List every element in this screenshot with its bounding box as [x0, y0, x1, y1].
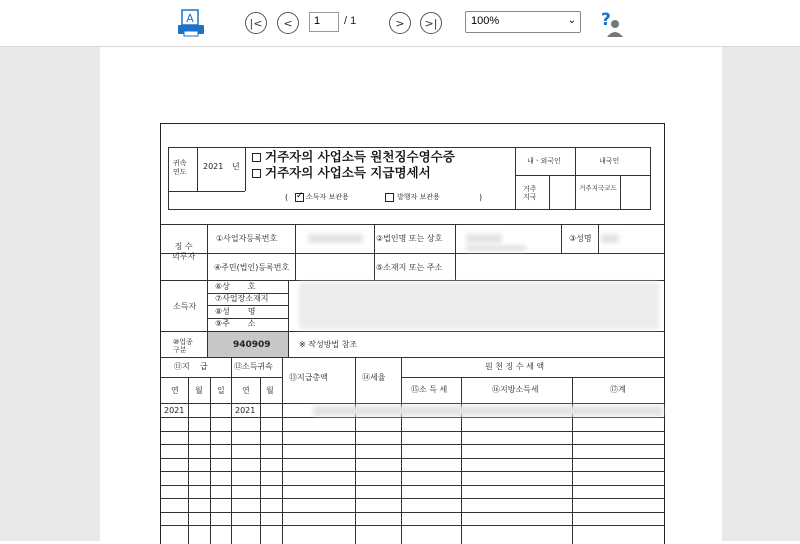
col-sum: ⑰계 [610, 385, 626, 394]
paren-close: ) [479, 193, 483, 202]
earner-label: 소득자 [173, 302, 197, 311]
paren-open: ( [285, 193, 289, 202]
col-pay: ⑪지 급 [174, 362, 208, 371]
col-rate: ⑭세율 [362, 373, 386, 382]
page-number-input[interactable]: 1 [309, 12, 339, 32]
chevron-down-icon: ⌄ [567, 15, 576, 26]
field-3-label: ③성명 [569, 234, 592, 243]
field-7-label: ⑦사업장소재지 [215, 294, 269, 303]
last-page-button[interactable] [420, 12, 442, 34]
h-year: 연 [171, 386, 179, 395]
tax-form [160, 123, 665, 544]
col-withholding: 원 천 징 수 세 액 [485, 362, 545, 371]
field-10-label: ⑩업종 구분 [173, 338, 193, 354]
document-page [100, 47, 722, 541]
next-page-label: > [395, 16, 405, 30]
residence-code-label: 거주지국코드 [579, 184, 617, 192]
first-page-button[interactable] [245, 12, 267, 34]
resident-native-value: 내국인 [599, 157, 620, 165]
h-month-2: 월 [266, 386, 274, 395]
field-5-label: ⑤소재지 또는 주소 [376, 263, 443, 272]
field-6-label: ⑥상 호 [215, 282, 256, 291]
copy-owner-label: 소득자 보관용 [306, 193, 349, 201]
page-total: / 1 [344, 15, 357, 27]
year-label: 귀속 연도 [173, 159, 187, 176]
field-10-value: 940909 [233, 340, 271, 350]
viewer-toolbar [0, 0, 800, 47]
zoom-select[interactable] [465, 11, 581, 33]
h-day: 일 [217, 386, 225, 395]
year-suffix: 년 [232, 162, 240, 171]
field-4-label: ④주민(법인)등록번호 [214, 263, 290, 272]
copy-owner-checkbox[interactable] [295, 193, 304, 202]
last-page-label: >| [424, 16, 438, 30]
copy-issuer-label: 발행자 보관용 [397, 193, 440, 201]
title-checkbox-2[interactable] [252, 169, 261, 178]
title-line-2: 거주자의 사업소득 지급명세서 [265, 165, 431, 180]
first-page-label: |< [249, 16, 263, 30]
row-year: 2021 [164, 406, 185, 415]
title-checkbox-1[interactable] [252, 153, 261, 162]
print-icon-letter: A [186, 12, 194, 25]
row-year-2: 2021 [235, 406, 256, 415]
document-viewer[interactable] [0, 47, 800, 541]
field-8-label: ⑧성 명 [215, 307, 256, 316]
prev-page-button[interactable] [277, 12, 299, 34]
residence-label: 거주 지국 [523, 185, 537, 201]
prev-page-label: < [283, 16, 293, 30]
h-month: 월 [195, 386, 203, 395]
print-icon[interactable] [176, 8, 206, 38]
field-2-label: ②법인명 또는 상호 [376, 234, 443, 243]
note-text: ※ 작성방법 참조 [299, 340, 358, 349]
payer-label: 징 수 의무자 [172, 242, 196, 261]
zoom-value: 100% [471, 15, 500, 27]
help-icon-mark: ? [601, 10, 611, 30]
field-9-label: ⑨주 소 [215, 319, 256, 328]
next-page-button[interactable] [389, 12, 411, 34]
resident-native-label: 내ㆍ외국인 [527, 157, 561, 165]
col-income-tax: ⑮소 득 세 [411, 385, 448, 394]
year-value: 2021 [203, 162, 224, 171]
h-year-2: 연 [242, 386, 250, 395]
help-icon[interactable] [594, 8, 624, 38]
col-belong: ⑫소득귀속 [234, 362, 273, 371]
col-local-tax: ⑯지방소득세 [492, 385, 539, 394]
col-total: ⑬지급총액 [289, 373, 328, 382]
field-1-label: ①사업자등록번호 [216, 234, 278, 243]
title-line-1: 거주자의 사업소득 원천징수영수증 [265, 149, 455, 164]
copy-issuer-checkbox[interactable] [385, 193, 394, 202]
check-icon: ✓ [296, 191, 304, 201]
